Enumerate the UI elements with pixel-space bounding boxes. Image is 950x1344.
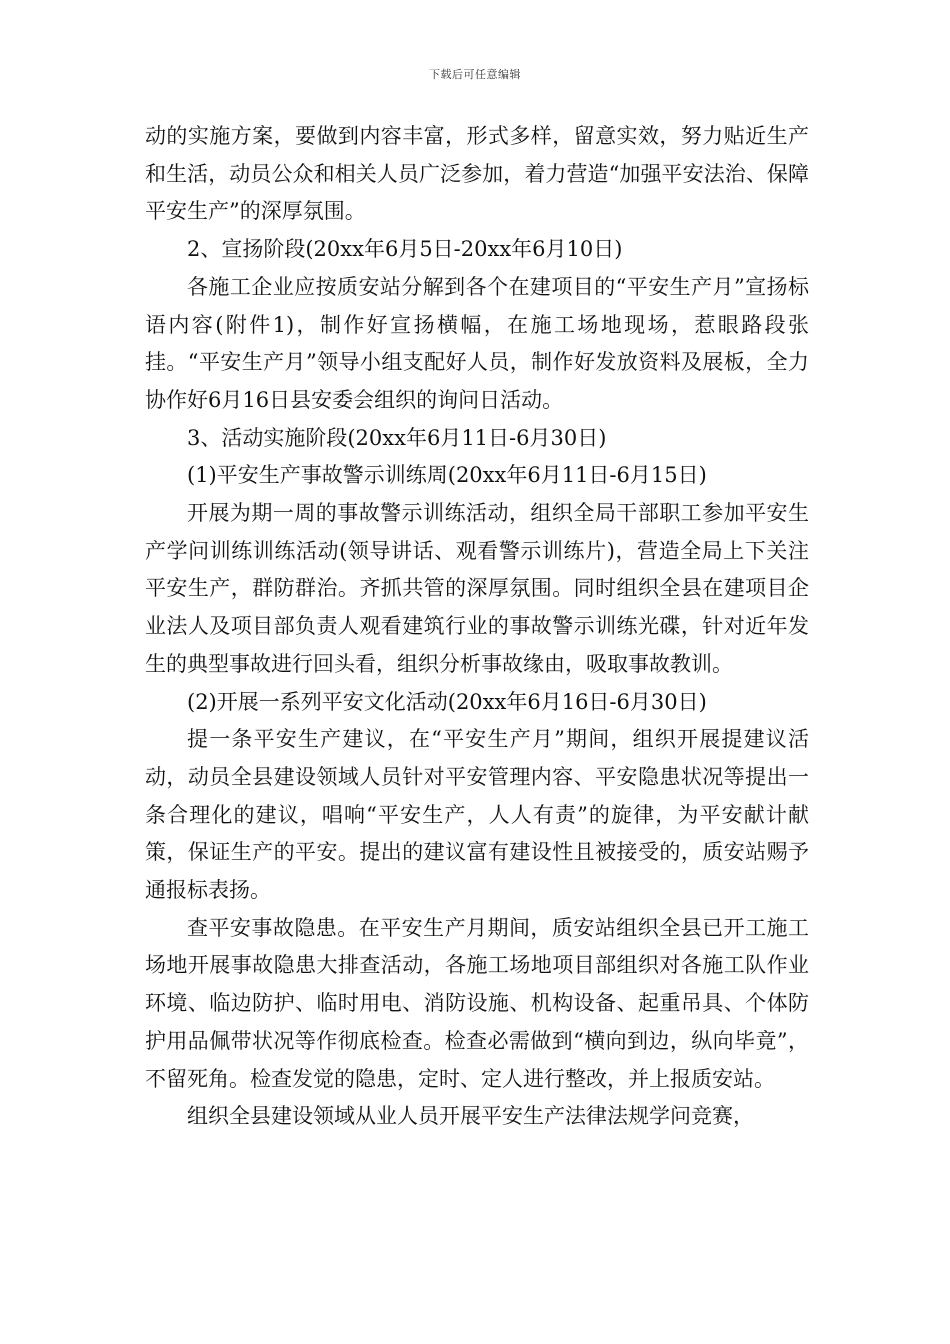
paragraph-6: 开展为期一周的事故警示训练活动，组织全局干部职工参加平安生产学问训练训练活动(领导讲话、观看警示训练片)，营造全局上下关注平安生产，群防群治。齐抓共管的深厚氛围。同时组织全县在建项目企业法人及项目部负责人观看建筑行业的事故警示训练光碟，针对近年发生的典型事故进行回头看，组织分析事故缘由，吸取事故教训。 (145, 501, 809, 676)
paragraph-9: 查平安事故隐患。在平安生产月期间，质安站组织全县已开工施工场地开展事故隐患大排查活动，各施工场地项目部组织对各施工队作业环境、临边防护、临时用电、消防设施、机构设备、起重吊具、个体防护用品佩带状况等作彻底检查。检查必需做到“横向到边，纵向毕竟”，不留死角。检查发觉的隐患，定时、定人进行整改，并上报质安站。 (145, 915, 809, 1091)
paragraph-7: (2)开展一系列平安文化活动(20xx年6月16日-6月30日) (187, 689, 707, 714)
paragraph-4: 3、活动实施阶段(20xx年6月11日-6月30日) (187, 425, 607, 450)
paragraph-2: 2、宣扬阶段(20xx年6月5日-20xx年6月10日) (187, 237, 623, 262)
paragraph-8: 提一条平安生产建议，在“平安生产月”期间，组织开展提建议活动，动员全县建设领域人员针对平安管理内容、平安隐患状况等提出一条合理化的建议，唱响“平安生产，人人有责”的旋律，为平安献计献策，保证生产的平安。提出的建议富有建设性且被接受的，质安站赐予通报标表扬。 (145, 727, 809, 903)
paragraph-1: 动的实施方案，要做到内容丰富，形式多样，留意实效，努力贴近生产和生活，动员公众和相关人员广泛参加，着力营造“加强平安法治、保障平安生产”的深厚氛围。 (145, 124, 809, 224)
paragraph-3: 各施工企业应按质安站分解到各个在建项目的“平安生产月”宣扬标语内容(附件1)，制作好宣扬横幅，在施工场地现场，惹眼路段张挂。“平安生产月”领导小组支配好人员，制作好发放资料及展板，全力协作好6月16日县安委会组织的询问日活动。 (145, 274, 809, 412)
page-header-note: 下载后可任意编辑 (429, 68, 521, 81)
paragraph-10: 组织全县建设领域从业人员开展平安生产法律法规学问竞赛， (187, 1104, 754, 1129)
document-body (145, 118, 809, 1136)
paragraph-5: (1)平安生产事故警示训练周(20xx年6月11日-6月15日) (187, 463, 707, 488)
